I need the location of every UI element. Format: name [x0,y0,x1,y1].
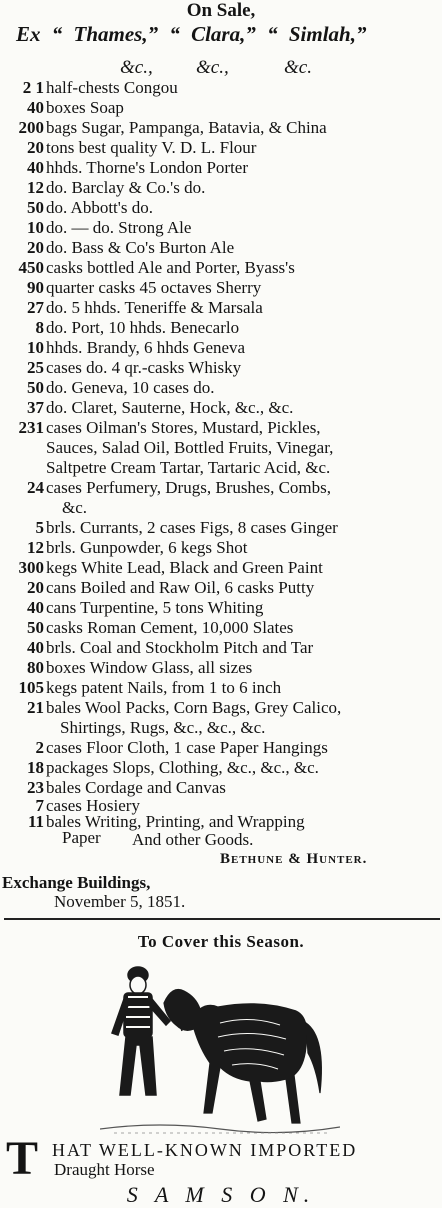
item-description: cans Turpentine, 5 tons Whiting [46,598,264,617]
list-item-continuation: &c. [62,498,88,517]
item-description: quarter casks 45 octaves Sherry [46,278,262,297]
item-description: brls. Gunpowder, 6 kegs Shot [46,538,248,557]
item-description: bags Sugar, Pampanga, Batavia, & China [46,118,327,137]
list-item [0,738,442,758]
item-description: tons best quality V. D. L. Flour [46,138,257,157]
list-item [0,358,442,378]
item-quantity: 20 [27,238,44,257]
item-description: bales Wool Packs, Corn Bags, Grey Calico, [46,698,342,717]
list-item [0,418,442,438]
horse-ad-heading: To Cover this Season. [137,932,305,951]
item-description: kegs White Lead, Black and Green Paint [46,558,323,577]
item-description: bales Writing, Printing, and Wrapping [46,812,305,831]
address-line: Exchange Buildings, [2,873,151,892]
list-item [0,478,442,498]
horse-name: S A M S O N. [126,1182,316,1207]
item-description: do. Claret, Sauterne, Hock, &c., &c. [46,398,294,417]
item-description: do. Barclay & Co.'s do. [46,178,206,197]
item-description: bales Cordage and Canvas [46,778,226,797]
item-quantity: 50 [27,378,44,397]
item-quantity: 2 1 [22,78,44,97]
horse-and-groom-woodcut [100,963,340,1138]
section-divider [4,918,440,920]
list-item [0,638,442,658]
item-quantity: 50 [27,198,44,217]
item-quantity: 12 [27,538,44,557]
item-quantity: 23 [27,778,44,797]
ship-names-line: Ex “ Thames,” “ Clara,” “ Simlah,” [16,22,367,46]
item-description: hhds. Brandy, 6 hhds Geneva [46,338,246,357]
item-quantity: 7 [35,796,44,815]
item-description: casks bottled Ale and Porter, Byass's [46,258,295,277]
item-quantity: 200 [18,118,44,137]
item-quantity: 21 [27,698,44,717]
dateline: November 5, 1851. [54,892,186,911]
list-item [0,98,442,118]
item-description: do. Port, 10 hhds. Benecarlo [46,318,240,337]
item-quantity: 25 [27,358,44,377]
list-item [0,538,442,558]
list-item [0,578,442,598]
item-quantity: 450 [18,258,44,277]
item-description: boxes Soap [46,98,124,117]
list-item-continuation: Saltpetre Cream Tartar, Tartaric Acid, &c. [46,458,331,477]
list-item [0,298,442,318]
item-quantity: 5 [35,518,44,537]
list-item [0,338,442,358]
item-quantity: 18 [27,758,44,777]
item-description: do. Geneva, 10 cases do. [46,378,215,397]
item-quantity: 300 [18,558,44,577]
list-item [0,518,442,538]
item-description: brls. Currants, 2 cases Figs, 8 cases Ginger [46,518,338,537]
list-item [0,158,442,178]
item-quantity: 12 [27,178,44,197]
list-item [0,78,442,98]
list-item [0,678,442,698]
item-quantity: 40 [27,638,44,657]
etc-1: &c., [120,57,153,78]
item-quantity: 105 [18,678,44,697]
item-description: do. — do. Strong Ale [46,218,192,237]
list-item [0,378,442,398]
list-item [0,218,442,238]
list-item [0,198,442,218]
list-item [0,178,442,198]
item-quantity: 37 [27,398,44,417]
item-quantity: 90 [27,278,44,297]
item-quantity: 20 [27,578,44,597]
list-item-continuation: Paper [62,828,101,847]
item-description: packages Slops, Clothing, &c., &c., &c. [46,758,319,777]
item-description: cases Hosiery [46,796,140,815]
item-quantity: 231 [18,418,44,437]
item-description: cans Boiled and Raw Oil, 6 casks Putty [46,578,315,597]
list-item [0,138,442,158]
list-item [0,318,442,338]
list-item [0,598,442,618]
list-item [0,658,442,678]
item-description: cases Perfumery, Drugs, Brushes, Combs, [46,478,332,497]
list-item [0,758,442,778]
etc-2: &c., [196,57,229,78]
item-description: do. Bass & Co's Burton Ale [46,238,235,257]
list-item-continuation: Shirtings, Rugs, &c., &c., &c. [60,718,266,737]
list-item-continuation: Sauces, Salad Oil, Bottled Fruits, Vinegar, [46,438,334,457]
item-quantity: 24 [27,478,44,497]
item-description: cases Floor Cloth, 1 case Paper Hangings [46,738,328,757]
item-description: hhds. Thorne's London Porter [46,158,249,177]
horse-ad-line: HAT WELL-KNOWN IMPORTED [52,1140,358,1160]
item-quantity: 10 [27,218,44,237]
item-description: do. 5 hhds. Teneriffe & Marsala [46,298,263,317]
item-quantity: 20 [27,138,44,157]
item-description: cases Oilman's Stores, Mustard, Pickles, [46,418,321,437]
item-quantity: 8 [35,318,44,337]
item-quantity: 80 [27,658,44,677]
item-description: boxes Window Glass, all sizes [46,658,253,677]
other-goods-note: And other Goods. [132,830,254,849]
item-quantity: 10 [27,338,44,357]
list-item [0,558,442,578]
item-quantity: 27 [27,298,44,317]
list-item [0,238,442,258]
list-item [0,118,442,138]
item-quantity: 40 [27,598,44,617]
item-quantity: 2 [35,738,44,757]
item-quantity: 40 [27,98,44,117]
item-description: casks Roman Cement, 10,000 Slates [46,618,294,637]
list-item [0,398,442,418]
list-item [0,258,442,278]
item-description: kegs patent Nails, from 1 to 6 inch [46,678,282,697]
item-description: half-chests Congou [46,78,178,97]
list-item [0,618,442,638]
list-item [0,698,442,718]
list-item [0,278,442,298]
item-description: do. Abbott's do. [46,198,153,217]
etc-3: &c. [284,57,312,78]
item-quantity: 11 [27,812,44,831]
item-description: cases do. 4 qr.-casks Whisky [46,358,242,377]
firm-signature: Bethune & Hunter. [220,851,368,867]
item-quantity: 40 [27,158,44,177]
horse-ad-subline: Draught Horse [54,1160,155,1179]
item-description: brls. Coal and Stockholm Pitch and Tar [46,638,314,657]
item-quantity: 50 [27,618,44,637]
list-item [0,778,442,798]
drop-cap-letter: T [6,1132,39,1185]
sale-heading: On Sale, [186,0,256,21]
